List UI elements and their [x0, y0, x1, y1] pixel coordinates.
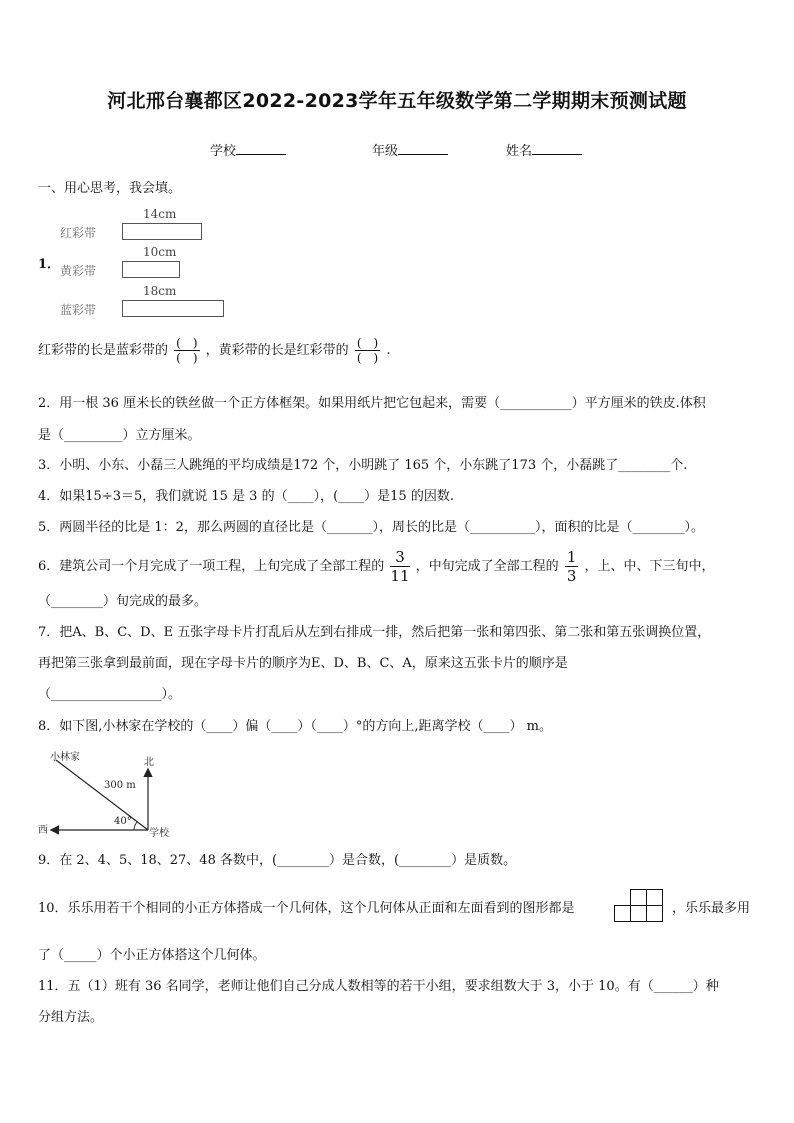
north-label: 北: [144, 757, 154, 768]
ribbon-length-yellow: 10cm: [143, 245, 177, 259]
q1-fraction-blank-2[interactable]: [355, 336, 380, 365]
question-6-line-2: （________）旬完成的最多。: [38, 594, 208, 609]
ribbon-length-blue: 18cm: [143, 284, 177, 298]
home-line: [56, 760, 148, 830]
question-6-line-1: [38, 548, 715, 585]
red-ribbon-bar: [122, 223, 202, 240]
grid-cell: [646, 905, 663, 922]
school-field[interactable]: [210, 140, 286, 159]
school-blank[interactable]: [236, 142, 286, 155]
grade-field[interactable]: [372, 140, 448, 159]
home-label: 小林家: [50, 752, 80, 763]
q6-text-b: ，中旬完成了全部工程的: [415, 559, 559, 574]
question-5: 5．两圆半径的比是 1：2，那么两圆的直径比是（_______），周长的比是（__________），面积的比是（________）。: [38, 520, 704, 535]
question-9: 9．在 2、4、5、18、27、48 各数中，(________）是合数，(________）是质数。: [38, 853, 517, 868]
q6-frac1-num: 3: [390, 548, 409, 567]
name-label: 姓名: [506, 144, 533, 159]
q1-frac1-den[interactable]: ( ): [176, 351, 198, 365]
question-11-line-1: 11．五（1）班有 36 名同学，老师让他们自己分成人数相等的若干小组，要求组数大于 3，小于 10。有（______）种: [38, 979, 719, 994]
q6-fraction-2: [565, 548, 579, 585]
name-field[interactable]: [506, 140, 582, 159]
question-1-text: [38, 336, 390, 365]
school-label: 学校: [210, 144, 237, 159]
q1-text-a: 红彩带的长是蓝彩带的: [38, 343, 169, 358]
ribbon-length-red: 14cm: [143, 207, 177, 221]
q1-fraction-blank-1[interactable]: [174, 336, 199, 365]
grid-cell: [614, 905, 631, 922]
q1-text-c: .: [386, 343, 391, 358]
question-8: 8．如下图,小林家在学校的（____）偏（____）（____）°的方向上,距离学校（____） m。: [38, 719, 552, 734]
grade-blank[interactable]: [398, 142, 448, 155]
question-4: 4．如果15÷3＝5，我们就说 15 是 3 的（____），(____）是15 的因数.: [38, 489, 454, 504]
question-7-line-3: （_________________）。: [38, 687, 182, 702]
question-2-line-1: 2．用一根 36 厘米长的铁丝做一个正方体框架。如果用纸片把它包起来，需要（___________）平方厘米的铁皮.体积: [38, 396, 706, 411]
q1-frac2-den[interactable]: ( ): [356, 351, 379, 365]
question-10-text-b: ，乐乐最多用: [672, 901, 751, 916]
yellow-ribbon-bar: [122, 261, 180, 278]
ribbon-label-red: 红彩带: [60, 226, 97, 240]
name-blank[interactable]: [532, 142, 582, 155]
q1-frac2-num[interactable]: ( ): [356, 336, 379, 350]
q6-frac2-den: 3: [566, 567, 577, 585]
question-2-line-2: 是（_________）立方厘米。: [38, 428, 201, 443]
grid-cell: [646, 889, 663, 906]
q1-text-b: ，黄彩带的长是红彩带的: [205, 343, 349, 358]
west-label: 西: [38, 825, 48, 836]
distance-label: 300 m: [104, 780, 136, 791]
q6-frac1-den: 11: [390, 567, 410, 585]
question-number-1: 1．: [38, 257, 61, 272]
q6-text-c: ，上、中、下三旬中，: [584, 559, 715, 574]
question-7-line-1: 7．把A、B、C、D、E 五张字母卡片打乱后从左到右排成一排，然后把第一张和第四张、第二张和第五张调换位置，: [38, 625, 711, 640]
page-title: 河北邢台襄都区2022-2023学年五年级数学第二学期期末预测试题: [107, 90, 687, 112]
ribbon-label-yellow: 黄彩带: [60, 264, 97, 278]
question-3: 3．小明、小东、小磊三人跳绳的平均成绩是172 个，小明跳了 165 个，小东跳了173 个，小磊跳了________个.: [38, 458, 688, 473]
q6-fraction-1: [390, 548, 409, 585]
section-heading: 一、用心思考，我会填。: [38, 181, 182, 196]
q6-frac2-num: 1: [566, 548, 577, 566]
question-11-line-2: 分组方法。: [38, 1010, 104, 1025]
grid-cell: [630, 889, 647, 906]
question-10-text-a: 10．乐乐用若干个相同的小正方体搭成一个几何体，这个几何体从正面和左面看到的图形都是: [38, 901, 575, 916]
grade-label: 年级: [372, 144, 399, 159]
grid-cell: [630, 905, 647, 922]
question-10-line-2: 了（_____）个小正方体搭这个几何体。: [38, 948, 266, 963]
q6-text-a: 6．建筑公司一个月完成了一项工程，上旬完成了全部工程的: [38, 559, 385, 574]
blue-ribbon-bar: [122, 300, 224, 317]
angle-label: 40°: [114, 816, 132, 827]
direction-diagram: [34, 748, 184, 843]
q1-frac1-num[interactable]: ( ): [176, 336, 198, 350]
angle-arc: [134, 822, 137, 830]
school-label-diagram: 学校: [149, 828, 169, 839]
question-7-line-2: 再把第三张拿到最前面，现在字母卡片的顺序为E、D、B、C、A，原来这五张卡片的顺序是: [38, 656, 568, 671]
ribbon-label-blue: 蓝彩带: [60, 303, 97, 317]
